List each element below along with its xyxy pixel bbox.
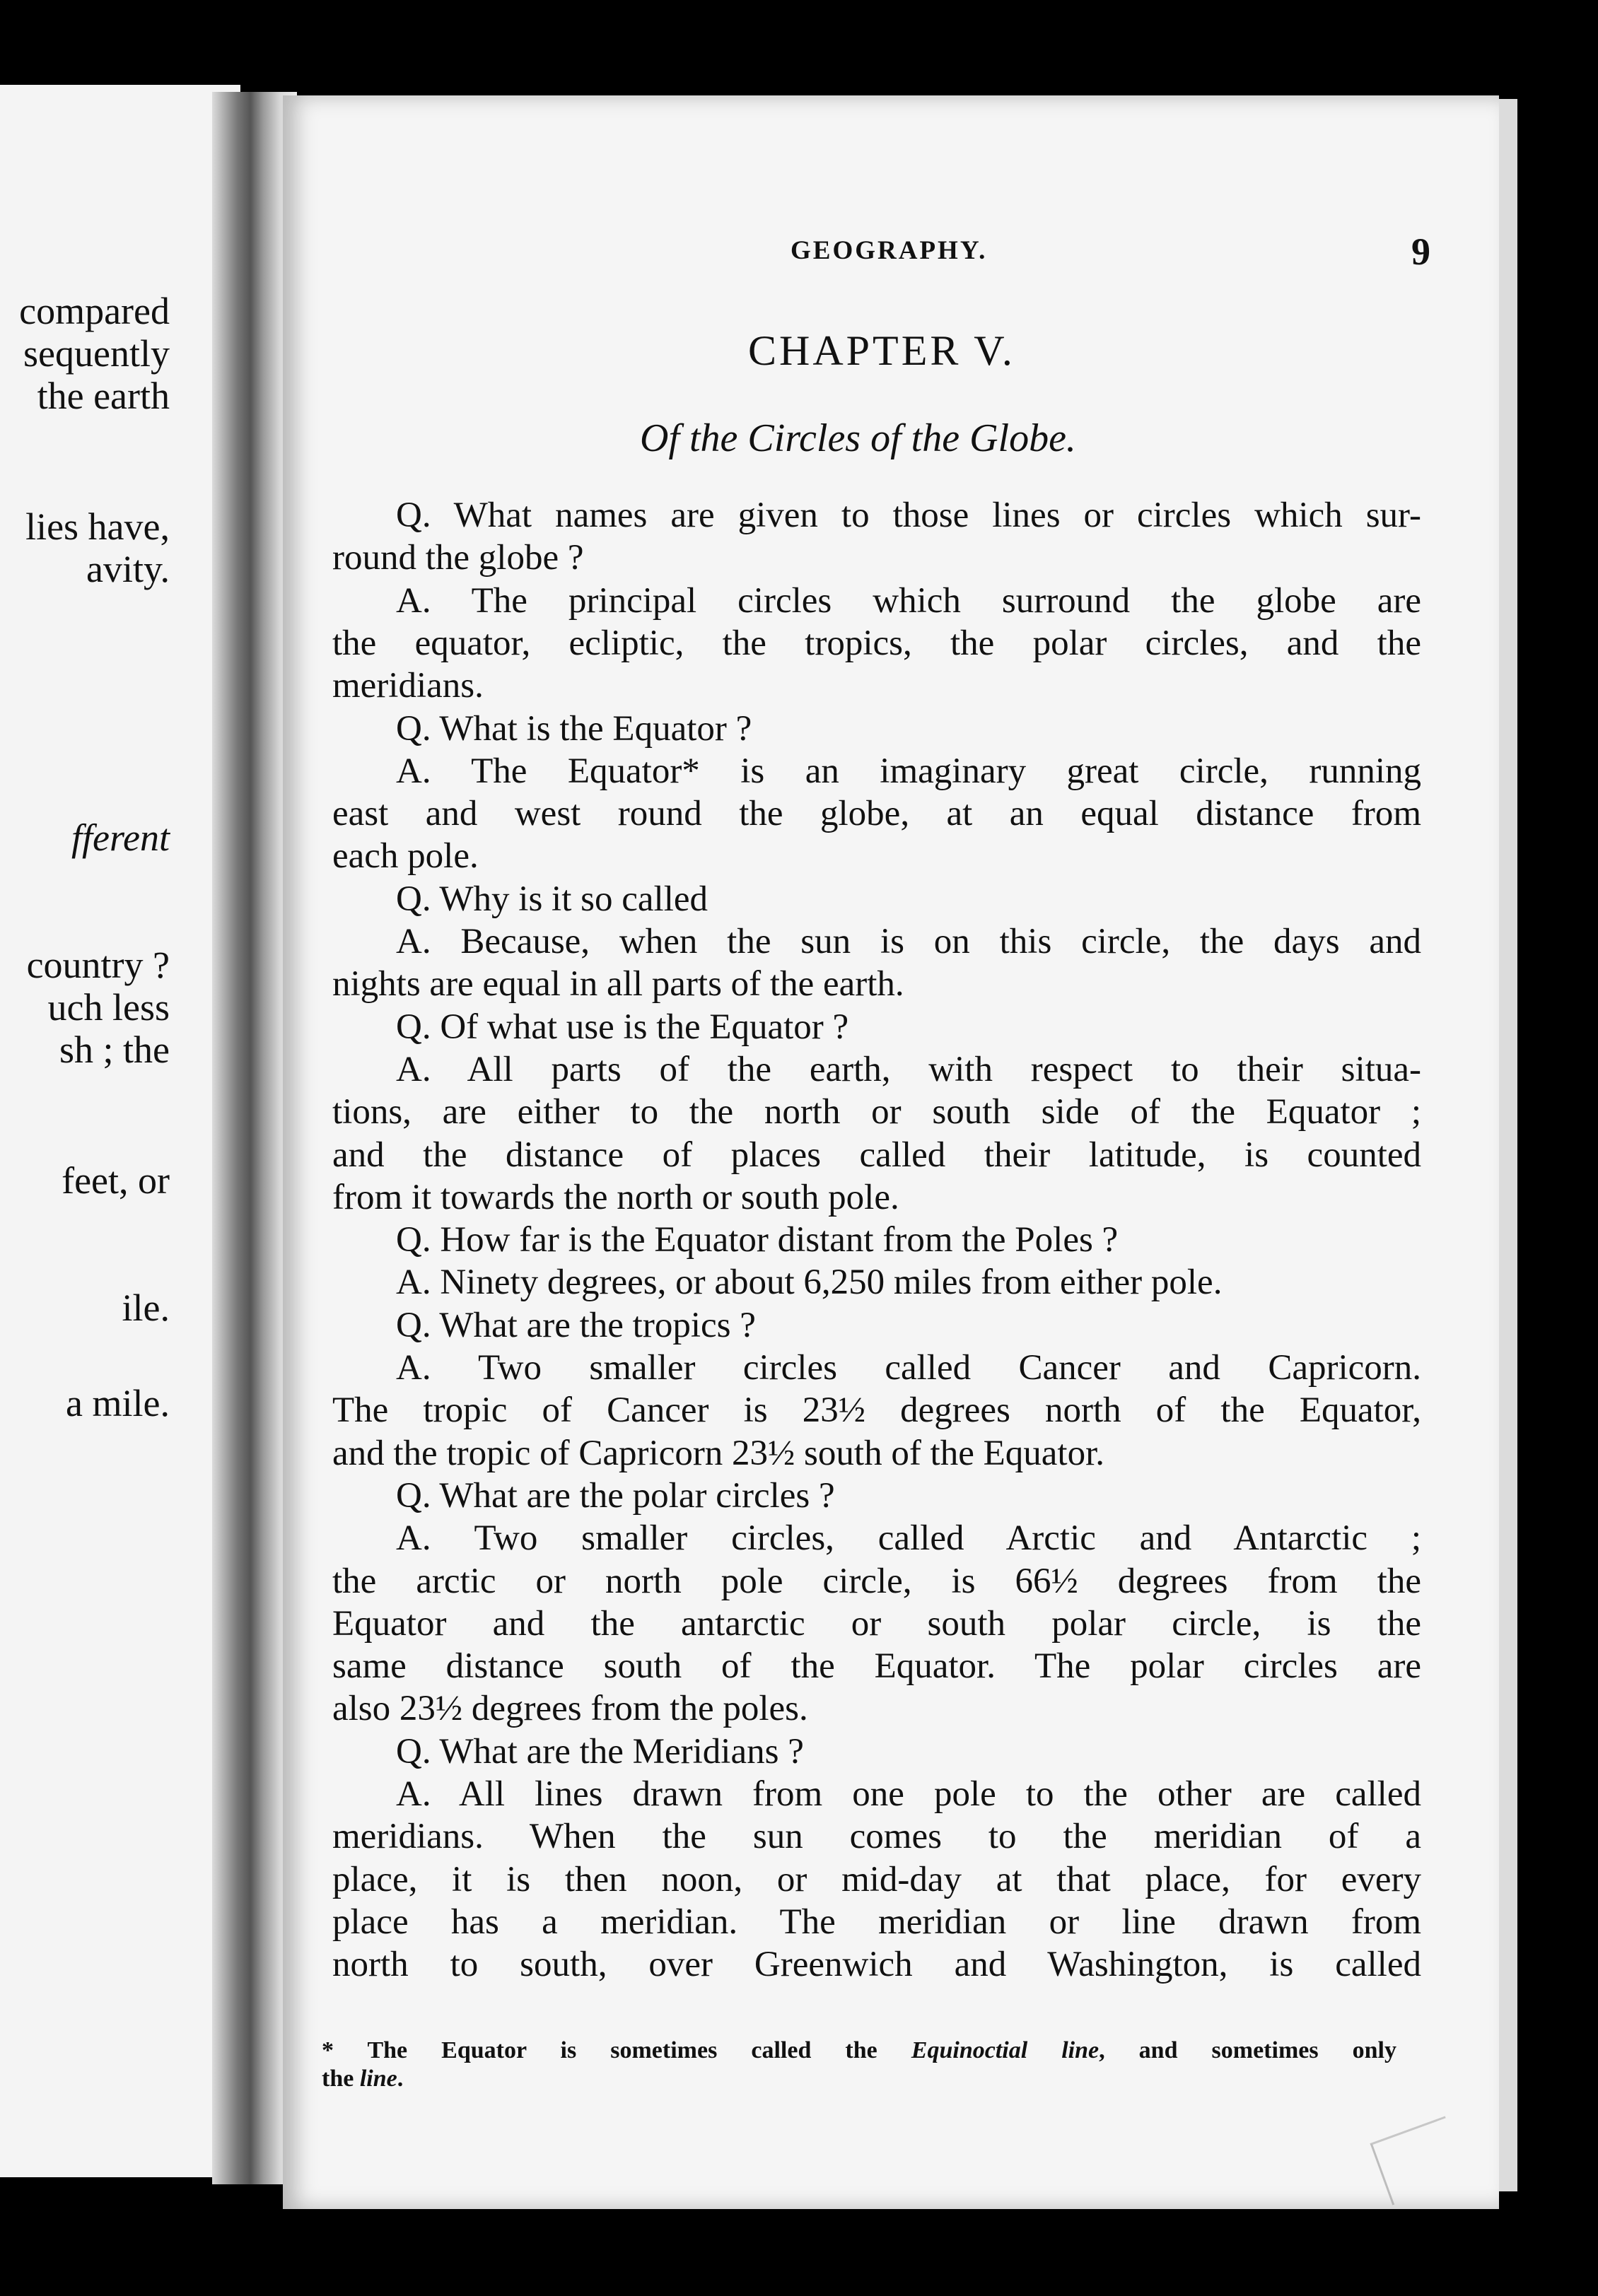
body-line: and the tropic of Capricorn 23½ south of the Equator. — [332, 1434, 1104, 1473]
body-line: north to south, over Greenwich and Washington, is called — [332, 1945, 1421, 1984]
body-line: place, it is then noon, or mid-day at that place, for every — [332, 1860, 1421, 1899]
answer-line: A. The Equator* is an imaginary great circle, running — [396, 751, 1421, 791]
body-line: round the globe ? — [332, 538, 584, 578]
question-line: Q. What are the Meridians ? — [396, 1732, 804, 1771]
left-page-line: ile. — [122, 1287, 170, 1329]
left-page-line: country ? — [26, 944, 170, 986]
footnote-text: , and sometimes only — [1099, 2037, 1397, 2063]
footnote-line-2 — [322, 2066, 1396, 2092]
question-line: Q. What are the polar circles ? — [396, 1476, 835, 1516]
answer-line: A. Ninety degrees, or about 6,250 miles from either pole. — [396, 1263, 1223, 1302]
answer-line: A. All parts of the earth, with respect to their situa- — [396, 1050, 1421, 1089]
body-line: from it towards the north or south pole. — [332, 1178, 899, 1217]
answer-line: A. All lines drawn from one pole to the other are called — [396, 1774, 1421, 1814]
footnote-line-1 — [322, 2037, 1396, 2064]
left-page-line: fferent — [71, 816, 170, 859]
footnote-term: line — [359, 2066, 397, 2092]
chapter-subtitle: Of the Circles of the Globe. — [640, 416, 1076, 460]
body-line: each pole. — [332, 836, 479, 876]
left-page-line: feet, or — [62, 1159, 170, 1202]
body-line: meridians. — [332, 666, 484, 705]
question-line: Q. How far is the Equator distant from the Poles ? — [396, 1220, 1119, 1260]
footnote-text: * The Equator is sometimes called the — [322, 2037, 911, 2063]
left-page-line: sequently — [23, 332, 170, 375]
chapter-title: CHAPTER V. — [748, 327, 1015, 374]
body-line: the equator, ecliptic, the tropics, the polar circles, and the — [332, 623, 1421, 663]
body-line: the arctic or north pole circle, is 66½ degrees from the — [332, 1562, 1421, 1601]
running-head: GEOGRAPHY. — [791, 236, 988, 265]
left-page-line: the earth — [37, 375, 170, 417]
body-line: same distance south of the Equator. The polar circles are — [332, 1646, 1421, 1686]
body-line: east and west round the globe, at an equal distance from — [332, 794, 1421, 833]
body-line: and the distance of places called their latitude, is counted — [332, 1135, 1421, 1175]
left-page-line: sh ; the — [59, 1029, 170, 1071]
question-line: Q. What names are given to those lines or circles which sur- — [396, 496, 1421, 535]
footnote-term: Equinoctial line — [911, 2037, 1100, 2063]
footnote-text: the — [322, 2066, 360, 2092]
left-page-line: avity. — [86, 548, 170, 590]
question-line: Q. Of what use is the Equator ? — [396, 1007, 849, 1047]
answer-line: A. Because, when the sun is on this circle, the days and — [396, 922, 1421, 961]
left-page-line: lies have, — [25, 505, 170, 548]
body-line: place has a meridian. The meridian or line drawn from — [332, 1902, 1421, 1942]
answer-line: A. The principal circles which surround the globe are — [396, 581, 1421, 621]
question-line: Q. Why is it so called — [396, 879, 708, 919]
answer-line: A. Two smaller circles called Cancer and Capricorn. — [396, 1348, 1421, 1388]
page-edge — [1499, 99, 1517, 2191]
body-line: also 23½ degrees from the poles. — [332, 1689, 808, 1728]
question-line: Q. What are the tropics ? — [396, 1306, 756, 1345]
body-line: tions, are either to the north or south side of the Equator ; — [332, 1092, 1421, 1132]
left-page — [0, 85, 240, 2177]
left-page-line: uch less — [47, 986, 170, 1029]
body-line: meridians. When the sun comes to the meridian of a — [332, 1817, 1421, 1856]
page-number: 9 — [1411, 230, 1430, 273]
left-page-line: a mile. — [66, 1382, 170, 1424]
body-line: The tropic of Cancer is 23½ degrees north of the Equator, — [332, 1390, 1421, 1430]
body-line: Equator and the antarctic or south polar circle, is the — [332, 1604, 1421, 1644]
footnote-text: . — [397, 2066, 404, 2092]
body-line: nights are equal in all parts of the earth. — [332, 964, 904, 1004]
question-line: Q. What is the Equator ? — [396, 709, 752, 749]
left-page-line: compared — [19, 290, 170, 332]
answer-line: A. Two smaller circles, called Arctic and Antarctic ; — [396, 1518, 1421, 1558]
